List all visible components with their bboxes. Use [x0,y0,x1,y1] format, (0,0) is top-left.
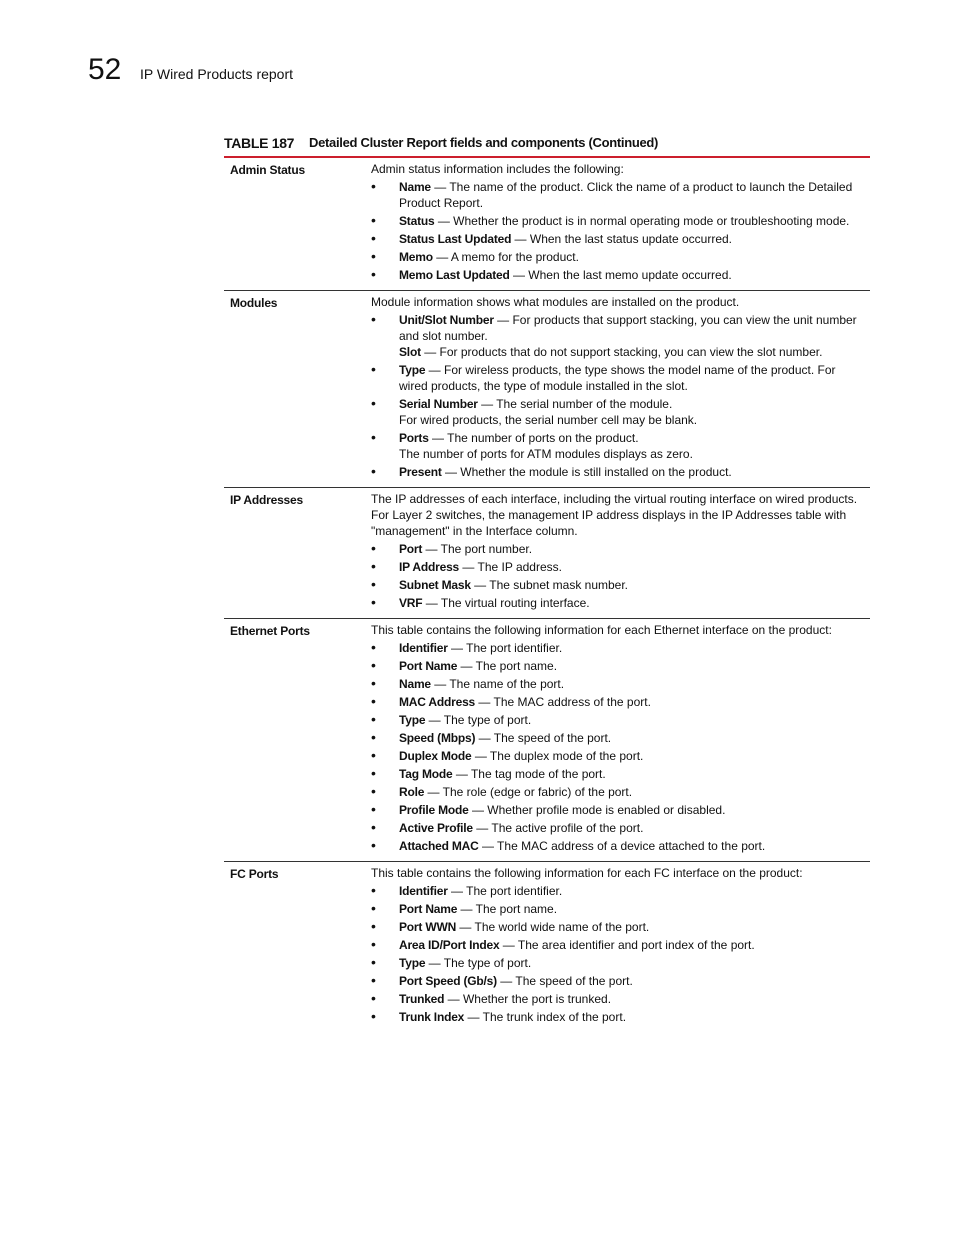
list-item [371,919,864,935]
item-subnote [399,412,864,428]
subnote-text: — For products that do not support stacking, you can view the slot number. [420,345,823,359]
fields-table [224,158,870,1032]
item-term: Memo Last Updated [399,268,510,282]
bullet-list [371,883,864,1025]
item-text: — The speed of the port. [496,974,633,988]
item-text: — The port identifier. [447,884,563,898]
item-term: Area ID/Port Index [399,938,500,952]
item-term: Attached MAC [399,839,479,853]
description-intro: This table contains the following information for each FC interface on the product: [371,866,803,880]
list-item [371,766,864,782]
item-text: — The tag mode of the port. [452,767,606,781]
item-text: — Whether the product is in normal operating mode or troubleshooting mode. [434,214,850,228]
bullet-icon: • [371,576,376,592]
list-item [371,231,864,247]
item-term: Speed (Mbps) [399,731,476,745]
bullet-icon: • [371,361,376,377]
bullet-icon: • [371,675,376,691]
item-text: — Whether the port is trunked. [444,992,612,1006]
bullet-icon: • [371,837,376,853]
item-term: Role [399,785,425,799]
bullet-icon: • [371,178,376,194]
item-term: Present [399,465,442,479]
item-text: — The serial number of the module. [477,397,673,411]
item-text: — The type of port. [425,713,532,727]
item-text: — The duplex mode of the port. [471,749,644,763]
item-term: Active Profile [399,821,473,835]
table-row [224,158,870,291]
item-term: Memo [399,250,433,264]
item-text: — The MAC address of the port. [475,695,651,709]
table-row [224,862,870,1032]
list-item [371,559,864,575]
bullet-icon: • [371,801,376,817]
item-term: Identifier [399,641,448,655]
item-term: MAC Address [399,695,476,709]
list-item [371,595,864,611]
list-item [371,991,864,1007]
chapter-number: 52 [88,53,122,86]
bullet-list [371,179,864,283]
list-item [371,396,864,428]
bullet-icon: • [371,429,376,445]
field-description [371,294,870,480]
bullet-icon: • [371,918,376,934]
list-item [371,955,864,971]
item-term: Type [399,713,426,727]
list-item [371,312,864,360]
item-text: — The MAC address of a device attached to the port. [478,839,766,853]
list-item [371,748,864,764]
item-text: — The subnet mask number. [470,578,629,592]
field-name: FC Ports [230,867,279,881]
bullet-icon: • [371,639,376,655]
bullet-icon: • [371,540,376,556]
item-text: — The virtual routing interface. [422,596,590,610]
bullet-icon: • [371,783,376,799]
item-text: — The IP address. [459,560,562,574]
item-term: Type [399,956,426,970]
list-item [371,179,864,211]
bullet-icon: • [371,311,376,327]
list-item [371,541,864,557]
description-intro: Module information shows what modules are installed on the product. [371,295,740,309]
item-term: Serial Number [399,397,478,411]
item-text: — The port name. [457,902,558,916]
item-term: VRF [399,596,423,610]
item-term: Unit/Slot Number [399,313,494,327]
item-text: — The trunk index of the port. [464,1010,627,1024]
item-text: — Whether profile mode is enabled or disabled. [468,803,726,817]
table-caption [224,135,870,157]
item-text: — The type of port. [425,956,532,970]
bullet-icon: • [371,747,376,763]
field-description [371,622,870,854]
item-text: — The area identifier and port index of the port. [499,938,755,952]
list-item [371,901,864,917]
field-description [371,491,870,611]
table-caption-text: Detailed Cluster Report fields and components (Continued) [309,135,659,150]
list-item [371,730,864,746]
item-text: — When the last memo update occurred. [509,268,732,282]
list-item [371,658,864,674]
item-text: — The port identifier. [447,641,563,655]
item-term: Ports [399,431,429,445]
list-item [371,784,864,800]
bullet-icon: • [371,954,376,970]
list-item [371,213,864,229]
description-intro: The IP addresses of each interface, including the virtual routing interface on wired products. For Layer 2 switches, the management IP address displays in the IP Addresses table with "management" in the Interface column. [371,492,858,538]
bullet-icon: • [371,972,376,988]
item-text: — The port name. [457,659,558,673]
bullet-icon: • [371,558,376,574]
list-item [371,937,864,953]
bullet-list [371,541,864,611]
list-item [371,640,864,656]
bullet-icon: • [371,819,376,835]
bullet-icon: • [371,936,376,952]
description-intro: This table contains the following information for each Ethernet interface on the product: [371,623,832,637]
chapter-title: IP Wired Products report [140,66,294,82]
list-item [371,802,864,818]
item-subnote [399,446,864,462]
item-text: — A memo for the product. [432,250,579,264]
field-name: Admin Status [230,163,305,177]
list-item [371,249,864,265]
subnote-text: For wired products, the serial number cell may be blank. [399,413,698,427]
item-text: — The name of the port. [430,677,565,691]
table-row [224,619,870,862]
item-text: — For wireless products, the type shows the model name of the product. For wired products, the type of module installed in the slot. [399,363,836,393]
item-term: Type [399,363,426,377]
table-row [224,488,870,619]
bullet-icon: • [371,230,376,246]
item-text: — The world wide name of the port. [456,920,650,934]
table-label: TABLE 187 [224,135,295,151]
list-item [371,577,864,593]
bullet-icon: • [371,212,376,228]
list-item [371,1009,864,1025]
list-item [371,464,864,480]
item-term: Port Name [399,659,458,673]
item-text: — When the last status update occurred. [511,232,732,246]
item-text: — The active profile of the port. [472,821,644,835]
item-term: Profile Mode [399,803,469,817]
bullet-icon: • [371,248,376,264]
list-item [371,694,864,710]
list-item [371,883,864,899]
bullet-icon: • [371,882,376,898]
bullet-icon: • [371,693,376,709]
list-item [371,838,864,854]
bullet-icon: • [371,1008,376,1024]
list-item [371,676,864,692]
item-text: — Whether the module is still installed on the product. [441,465,732,479]
item-text: — The speed of the port. [475,731,612,745]
item-text: — For products that support stacking, you can view the unit number and slot number. [399,313,857,343]
item-term: Name [399,180,431,194]
item-term: Port WWN [399,920,457,934]
bullet-icon: • [371,765,376,781]
bullet-icon: • [371,395,376,411]
item-term: IP Address [399,560,460,574]
list-item [371,430,864,462]
subnote-term: Slot [399,345,421,359]
list-item [371,362,864,394]
item-term: Identifier [399,884,448,898]
list-item [371,973,864,989]
table-row [224,291,870,488]
bullet-icon: • [371,900,376,916]
bullet-icon: • [371,729,376,745]
item-term: Status Last Updated [399,232,512,246]
list-item [371,267,864,283]
item-term: Name [399,677,431,691]
field-description [371,865,870,1025]
item-term: Port [399,542,423,556]
bullet-icon: • [371,711,376,727]
item-term: Duplex Mode [399,749,472,763]
item-term: Trunked [399,992,445,1006]
field-name: IP Addresses [230,493,303,507]
bullet-icon: • [371,990,376,1006]
subnote-text: The number of ports for ATM modules displays as zero. [399,447,693,461]
bullet-icon: • [371,266,376,282]
item-term: Port Name [399,902,458,916]
description-intro: Admin status information includes the following: [371,162,624,176]
item-term: Subnet Mask [399,578,471,592]
item-term: Trunk Index [399,1010,465,1024]
item-text: — The number of ports on the product. [428,431,639,445]
list-item [371,820,864,836]
item-text: — The name of the product. Click the name of a product to launch the Detailed Product Report. [399,180,853,210]
item-term: Tag Mode [399,767,453,781]
bullet-list [371,312,864,480]
bullet-icon: • [371,463,376,479]
item-term: Status [399,214,435,228]
item-term: Port Speed (Gb/s) [399,974,497,988]
field-name: Modules [230,296,278,310]
item-text: — The role (edge or fabric) of the port. [424,785,633,799]
item-text: — The port number. [422,542,533,556]
bullet-icon: • [371,594,376,610]
list-item [371,712,864,728]
field-name: Ethernet Ports [230,624,310,638]
bullet-icon: • [371,657,376,673]
item-subnote [399,344,864,360]
bullet-list [371,640,864,854]
field-description [371,161,870,283]
